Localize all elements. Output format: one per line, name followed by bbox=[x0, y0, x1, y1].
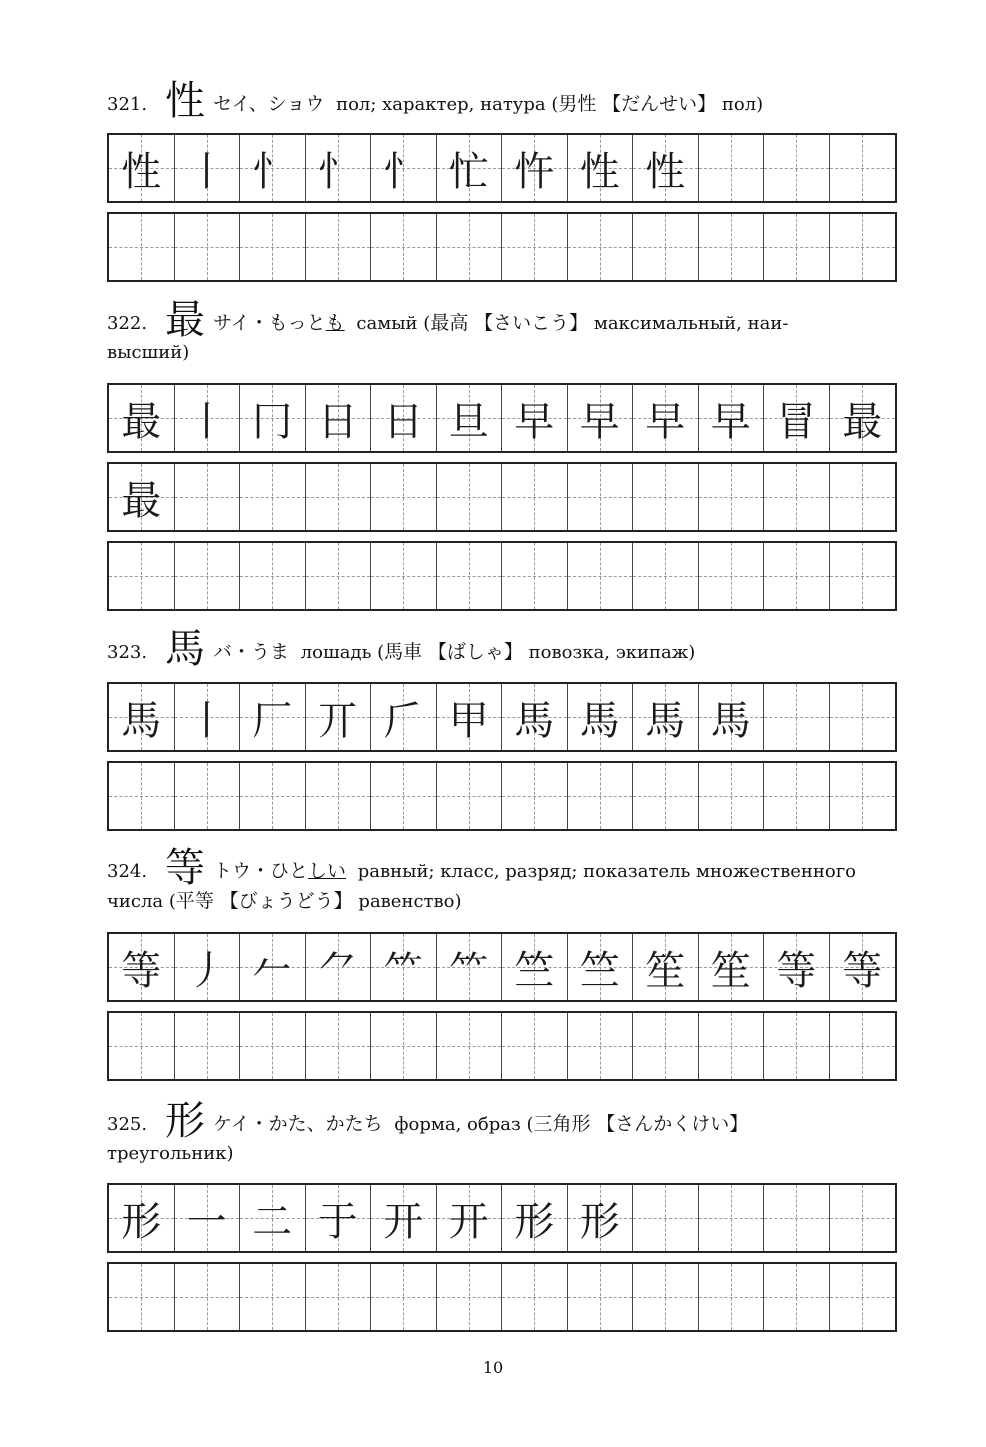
entry-323 bbox=[107, 626, 897, 672]
stroke-glyph: 形 bbox=[514, 1198, 555, 1245]
stroke-glyph: 笙 bbox=[645, 947, 686, 994]
stroke-cell bbox=[437, 684, 503, 750]
empty-practice-cell bbox=[699, 543, 765, 609]
stroke-cell bbox=[306, 135, 372, 201]
example-meaning: пол) bbox=[721, 94, 764, 115]
entry-number: 323. bbox=[107, 642, 148, 663]
entry-heading: 323. 馬 バ・うま лошадь (馬車 【ばしゃ】 повозка, экипаж) bbox=[107, 626, 696, 672]
stroke-glyph: 竺 bbox=[514, 947, 555, 994]
example-word: 馬車 bbox=[384, 641, 423, 663]
empty-practice-cell bbox=[371, 464, 437, 530]
empty-practice-cell bbox=[437, 543, 503, 609]
empty-practice-cell bbox=[568, 1264, 634, 1330]
empty-practice-cell bbox=[240, 1013, 306, 1079]
empty-practice-cell bbox=[830, 135, 896, 201]
empty-practice-cell bbox=[699, 1013, 765, 1079]
entry-325 bbox=[107, 1098, 897, 1168]
stroke-row bbox=[107, 383, 897, 453]
stroke-cell bbox=[109, 934, 175, 1000]
stroke-glyph: 𠂉 bbox=[252, 947, 293, 994]
stroke-cell bbox=[109, 135, 175, 201]
entry-reading: サイ・もっとも bbox=[213, 312, 345, 334]
stroke-glyph: 馬 bbox=[121, 697, 162, 744]
empty-practice-cell bbox=[306, 214, 372, 280]
empty-practice-cell bbox=[175, 763, 241, 829]
empty-practice-cell bbox=[699, 1185, 765, 1251]
empty-practice-cell bbox=[437, 464, 503, 530]
stroke-cell bbox=[633, 934, 699, 1000]
entry-heading: 322. 最 サイ・もっとも самый (最高 【さいこう】 максимальный, наи- bbox=[107, 297, 789, 343]
stroke-glyph: 等 bbox=[842, 947, 883, 994]
stroke-cell bbox=[109, 464, 175, 530]
stroke-cell bbox=[502, 135, 568, 201]
stroke-glyph: 笙 bbox=[710, 947, 751, 994]
example-word: 平等 bbox=[175, 890, 214, 912]
empty-practice-cell bbox=[568, 543, 634, 609]
stroke-cell bbox=[371, 1185, 437, 1251]
stroke-glyph: 冂 bbox=[252, 398, 293, 445]
stroke-glyph: 丨 bbox=[186, 398, 227, 445]
empty-practice-cell bbox=[568, 214, 634, 280]
stroke-glyph: 𠂆 bbox=[383, 697, 424, 744]
empty-practice-cell bbox=[830, 763, 896, 829]
empty-practice-cell bbox=[371, 763, 437, 829]
stroke-glyph: 形 bbox=[579, 1198, 620, 1245]
stroke-cell bbox=[240, 684, 306, 750]
stroke-glyph: 最 bbox=[121, 398, 162, 445]
stroke-glyph: 忄 bbox=[252, 148, 293, 195]
empty-practice-cell bbox=[502, 1013, 568, 1079]
empty-practice-cell bbox=[633, 1013, 699, 1079]
entry-reading: セイ、ショウ bbox=[213, 93, 325, 115]
entry-kanji: 性 bbox=[165, 78, 205, 124]
stroke-glyph: ⺮ bbox=[383, 947, 424, 994]
stroke-glyph: ⺈ bbox=[317, 947, 358, 994]
practice-row bbox=[107, 541, 897, 611]
stroke-cell bbox=[306, 385, 372, 451]
empty-practice-cell bbox=[306, 763, 372, 829]
stroke-glyph: 最 bbox=[842, 398, 883, 445]
empty-practice-cell bbox=[306, 464, 372, 530]
stroke-cell bbox=[830, 385, 896, 451]
empty-practice-cell bbox=[175, 1013, 241, 1079]
entry-continuation: треугольник) bbox=[107, 1143, 234, 1164]
stroke-cell bbox=[240, 1185, 306, 1251]
stroke-cell bbox=[633, 684, 699, 750]
entry-324 bbox=[107, 845, 897, 916]
stroke-cell bbox=[175, 1185, 241, 1251]
empty-practice-cell bbox=[240, 763, 306, 829]
entry-number: 324. bbox=[107, 861, 148, 882]
empty-practice-cell bbox=[437, 763, 503, 829]
empty-practice-cell bbox=[764, 1185, 830, 1251]
stroke-cell bbox=[437, 934, 503, 1000]
practice-row bbox=[107, 1262, 897, 1332]
stroke-glyph: 早 bbox=[579, 398, 620, 445]
empty-practice-cell bbox=[764, 543, 830, 609]
empty-practice-cell bbox=[502, 543, 568, 609]
empty-practice-cell bbox=[830, 214, 896, 280]
stroke-glyph: 甲 bbox=[448, 697, 489, 744]
stroke-glyph: 日 bbox=[383, 398, 424, 445]
stroke-glyph: 开 bbox=[383, 1198, 424, 1245]
example-reading: 【ばしゃ】 bbox=[427, 641, 523, 663]
stroke-glyph: 等 bbox=[776, 947, 817, 994]
empty-practice-cell bbox=[699, 1264, 765, 1330]
empty-practice-cell bbox=[371, 1264, 437, 1330]
empty-practice-cell bbox=[699, 763, 765, 829]
entry-continuation: числа (平等 【びょうどう】 равенство) bbox=[107, 890, 462, 912]
empty-practice-cell bbox=[502, 763, 568, 829]
empty-practice-cell bbox=[175, 464, 241, 530]
stroke-cell bbox=[568, 684, 634, 750]
stroke-cell bbox=[764, 385, 830, 451]
stroke-cell bbox=[175, 684, 241, 750]
empty-practice-cell bbox=[371, 1013, 437, 1079]
entry-continuation: высший) bbox=[107, 342, 190, 363]
stroke-glyph: 早 bbox=[645, 398, 686, 445]
empty-practice-cell bbox=[437, 1264, 503, 1330]
stroke-glyph: 冒 bbox=[776, 398, 817, 445]
empty-practice-cell bbox=[109, 214, 175, 280]
example-word: 男性 bbox=[558, 93, 597, 115]
empty-practice-cell bbox=[109, 763, 175, 829]
stroke-row bbox=[107, 682, 897, 752]
stroke-cell bbox=[109, 1185, 175, 1251]
stroke-cell bbox=[699, 385, 765, 451]
empty-practice-cell bbox=[633, 543, 699, 609]
entry-322 bbox=[107, 297, 897, 367]
stroke-glyph: 丿 bbox=[186, 947, 227, 994]
stroke-glyph: 竺 bbox=[579, 947, 620, 994]
practice-row bbox=[107, 761, 897, 831]
stroke-cell bbox=[175, 135, 241, 201]
empty-practice-cell bbox=[764, 135, 830, 201]
page-number: 10 bbox=[482, 1358, 504, 1377]
stroke-cell bbox=[633, 385, 699, 451]
empty-practice-cell bbox=[568, 763, 634, 829]
stroke-glyph: 丨 bbox=[186, 697, 227, 744]
entry-reading: ケイ・かた、かたち bbox=[213, 1113, 383, 1135]
empty-practice-cell bbox=[175, 214, 241, 280]
empty-practice-cell bbox=[764, 1013, 830, 1079]
stroke-glyph: 忙 bbox=[448, 148, 489, 195]
stroke-cell bbox=[109, 684, 175, 750]
stroke-glyph: 馬 bbox=[710, 697, 751, 744]
stroke-cell bbox=[502, 385, 568, 451]
stroke-cell bbox=[306, 934, 372, 1000]
stroke-glyph: 一 bbox=[186, 1198, 227, 1245]
stroke-glyph: 于 bbox=[317, 1198, 358, 1245]
entry-heading: 325. 形 ケイ・かた、かたち форма, образ (三角形 【さんかくけい】 bbox=[107, 1098, 749, 1144]
stroke-glyph: 早 bbox=[514, 398, 555, 445]
empty-practice-cell bbox=[240, 464, 306, 530]
stroke-glyph: 忤 bbox=[514, 148, 555, 195]
stroke-cell bbox=[371, 135, 437, 201]
stroke-cell bbox=[764, 934, 830, 1000]
example-word: 三角形 bbox=[533, 1113, 591, 1135]
stroke-cell bbox=[175, 385, 241, 451]
empty-practice-cell bbox=[764, 684, 830, 750]
stroke-cell bbox=[568, 385, 634, 451]
stroke-cell bbox=[699, 934, 765, 1000]
stroke-row bbox=[107, 932, 897, 1002]
empty-practice-cell bbox=[764, 1264, 830, 1330]
stroke-glyph: 馬 bbox=[514, 697, 555, 744]
entry-meaning: пол; характер, натура bbox=[336, 94, 546, 115]
stroke-cell bbox=[240, 385, 306, 451]
entry-321 bbox=[107, 78, 897, 124]
stroke-cell bbox=[568, 934, 634, 1000]
stroke-glyph: 馬 bbox=[645, 697, 686, 744]
empty-practice-cell bbox=[175, 543, 241, 609]
stroke-glyph: 最 bbox=[121, 477, 162, 524]
example-reading: 【びょうどう】 bbox=[219, 890, 353, 912]
entry-meaning: лошадь bbox=[300, 642, 372, 663]
example-reading: 【さんかくけい】 bbox=[596, 1113, 749, 1135]
empty-practice-cell bbox=[764, 763, 830, 829]
stroke-glyph: 性 bbox=[121, 148, 162, 195]
stroke-glyph: 日 bbox=[317, 398, 358, 445]
stroke-cell bbox=[830, 934, 896, 1000]
empty-practice-cell bbox=[109, 543, 175, 609]
empty-practice-cell bbox=[502, 1264, 568, 1330]
entry-kanji: 形 bbox=[165, 1098, 205, 1144]
entry-reading: バ・うま bbox=[213, 641, 290, 663]
empty-practice-cell bbox=[371, 214, 437, 280]
example-reading: 【だんせい】 bbox=[602, 93, 717, 115]
stroke-cell bbox=[633, 135, 699, 201]
empty-practice-cell bbox=[830, 1264, 896, 1330]
empty-practice-cell bbox=[699, 464, 765, 530]
empty-practice-cell bbox=[830, 543, 896, 609]
example-meaning: равенство) bbox=[358, 891, 462, 912]
stroke-glyph: 馬 bbox=[579, 697, 620, 744]
stroke-cell bbox=[109, 385, 175, 451]
stroke-glyph: 丨 bbox=[186, 148, 227, 195]
example-meaning: максимальный, наи- bbox=[593, 313, 789, 334]
stroke-glyph: ⺮ bbox=[448, 947, 489, 994]
stroke-cell bbox=[568, 1185, 634, 1251]
stroke-glyph: 二 bbox=[252, 1198, 293, 1245]
stroke-glyph: 形 bbox=[121, 1198, 162, 1245]
stroke-cell bbox=[502, 934, 568, 1000]
entry-number: 321. bbox=[107, 94, 148, 115]
stroke-cell bbox=[306, 684, 372, 750]
entry-number: 325. bbox=[107, 1114, 148, 1135]
empty-practice-cell bbox=[109, 1013, 175, 1079]
stroke-row bbox=[107, 462, 897, 532]
empty-practice-cell bbox=[240, 214, 306, 280]
entry-meaning: форма, образ bbox=[394, 1114, 521, 1135]
stroke-cell bbox=[502, 1185, 568, 1251]
empty-practice-cell bbox=[437, 214, 503, 280]
empty-practice-cell bbox=[830, 1185, 896, 1251]
empty-practice-cell bbox=[633, 464, 699, 530]
empty-practice-cell bbox=[568, 1013, 634, 1079]
empty-practice-cell bbox=[830, 1013, 896, 1079]
example-reading: 【さいこう】 bbox=[474, 312, 589, 334]
empty-practice-cell bbox=[633, 763, 699, 829]
entry-heading: 321. 性 セイ、ショウ пол; характер, натура (男性 【だんせい】 пол) bbox=[107, 78, 764, 124]
empty-practice-cell bbox=[371, 543, 437, 609]
stroke-glyph: 早 bbox=[710, 398, 751, 445]
stroke-glyph: 性 bbox=[579, 148, 620, 195]
entry-reading: トウ・ひとしい bbox=[213, 860, 347, 882]
stroke-cell bbox=[175, 934, 241, 1000]
stroke-cell bbox=[306, 1185, 372, 1251]
stroke-cell bbox=[699, 684, 765, 750]
stroke-cell bbox=[502, 684, 568, 750]
empty-practice-cell bbox=[568, 464, 634, 530]
stroke-glyph: 忄 bbox=[317, 148, 358, 195]
empty-practice-cell bbox=[633, 214, 699, 280]
practice-row bbox=[107, 212, 897, 282]
stroke-cell bbox=[371, 385, 437, 451]
stroke-row bbox=[107, 133, 897, 203]
empty-practice-cell bbox=[830, 464, 896, 530]
stroke-cell bbox=[568, 135, 634, 201]
empty-practice-cell bbox=[306, 1013, 372, 1079]
empty-practice-cell bbox=[109, 1264, 175, 1330]
stroke-cell bbox=[437, 385, 503, 451]
empty-practice-cell bbox=[240, 543, 306, 609]
stroke-cell bbox=[240, 135, 306, 201]
empty-practice-cell bbox=[699, 214, 765, 280]
empty-practice-cell bbox=[306, 1264, 372, 1330]
entry-heading bbox=[107, 845, 897, 891]
stroke-glyph: 等 bbox=[121, 947, 162, 994]
entry-meaning: самый bbox=[356, 313, 418, 334]
stroke-row bbox=[107, 1183, 897, 1253]
stroke-cell bbox=[240, 934, 306, 1000]
stroke-cell bbox=[371, 934, 437, 1000]
empty-practice-cell bbox=[830, 684, 896, 750]
empty-practice-cell bbox=[502, 214, 568, 280]
entry-meaning: равный; класс, разряд; показатель множественного bbox=[357, 861, 856, 882]
example-meaning: повозка, экипаж) bbox=[528, 642, 696, 663]
empty-practice-cell bbox=[764, 214, 830, 280]
entry-kanji: 等 bbox=[165, 845, 205, 891]
stroke-cell bbox=[437, 135, 503, 201]
entry-kanji: 馬 bbox=[165, 626, 205, 672]
stroke-glyph: 性 bbox=[645, 148, 686, 195]
stroke-cell bbox=[437, 1185, 503, 1251]
empty-practice-cell bbox=[502, 464, 568, 530]
example-word: 最高 bbox=[430, 312, 469, 334]
stroke-glyph: 旦 bbox=[448, 398, 489, 445]
empty-practice-cell bbox=[699, 135, 765, 201]
stroke-glyph: 开 bbox=[448, 1198, 489, 1245]
stroke-glyph: 忄 bbox=[383, 148, 424, 195]
stroke-glyph: 厂 bbox=[252, 697, 293, 744]
practice-row bbox=[107, 1011, 897, 1081]
empty-practice-cell bbox=[306, 543, 372, 609]
empty-practice-cell bbox=[633, 1185, 699, 1251]
stroke-glyph: 丌 bbox=[317, 697, 358, 744]
stroke-cell bbox=[371, 684, 437, 750]
entry-number: 322. bbox=[107, 313, 148, 334]
empty-practice-cell bbox=[175, 1264, 241, 1330]
entry-kanji: 最 bbox=[165, 297, 205, 343]
empty-practice-cell bbox=[240, 1264, 306, 1330]
empty-practice-cell bbox=[633, 1264, 699, 1330]
empty-practice-cell bbox=[437, 1013, 503, 1079]
empty-practice-cell bbox=[764, 464, 830, 530]
